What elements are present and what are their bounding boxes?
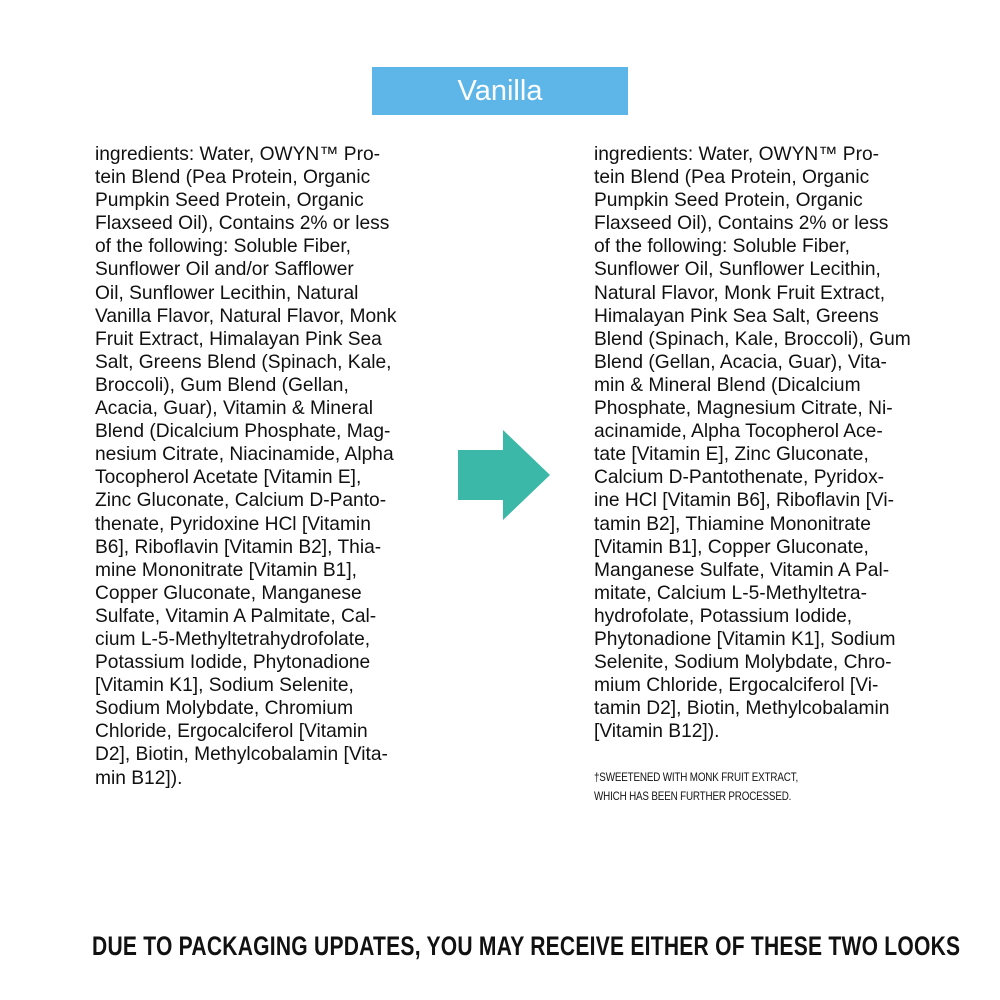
packaging-update-notice: DUE TO PACKAGING UPDATES, YOU MAY RECEIVE EITHER OF THESE TWO LOOKS xyxy=(92,931,961,961)
sweetener-footnote: †SWEETENED WITH MONK FRUIT EXTRACT, WHICH HAS BEEN FURTHER PROCESSED. xyxy=(594,770,799,803)
new-ingredients-list: ingredients: Water, OWYN™ Pro- tein Blend (Pea Protein, Organic Pumpkin Seed Protein, Organic Flaxseed Oil), Contains 2% or less of the following: Soluble Fiber, Sunflower Oil, Sunflower Lecithin, Natural Flavor, Monk Fruit Extract, Himalayan Pink Sea Salt, Greens Blend (Spinach, Kale, Broccoli), Gum Blend (Gellan, Acacia, Guar), Vita- min & Mineral Blend (Dicalcium Phosphate, Magnesium Citrate, Ni- acinamide, Alpha Tocopherol Ace- tate [Vitamin E], Zinc Gluconate, Calcium D-Pantothenate, Pyridox- ine HCl [Vitamin B6], Riboflavin [Vi- tamin B2], Thiamine Mononitrate [Vitamin B1], Copper Gluconate, Manganese Sulfate, Vitamin A Pal- mitate, Calcium L-5-Methyltetra- hydrofolate, Potassium Iodide, Phytonadione [Vitamin K1], Sodium Selenite, Sodium Molybdate, Chro- mium Chloride, Ergocalciferol [Vi- tamin D2], Biotin, Methylcobalamin [Vitamin B12]). xyxy=(594,144,911,743)
flavor-badge: Vanilla xyxy=(372,67,628,115)
old-ingredients-list: ingredients: Water, OWYN™ Pro- tein Blend (Pea Protein, Organic Pumpkin Seed Protein, Organic Flaxseed Oil), Contains 2% or less of the following: Soluble Fiber, Sunflower Oil and/or Safflower Oil, Sunflower Lecithin, Natural Vanilla Flavor, Natural Flavor, Monk Fruit Extract, Himalayan Pink Sea Salt, Greens Blend (Spinach, Kale, Broccoli), Gum Blend (Gellan, Acacia, Guar), Vitamin & Mineral Blend (Dicalcium Phosphate, Mag- nesium Citrate, Niacinamide, Alpha Tocopherol Acetate [Vitamin E], Zinc Gluconate, Calcium D-Panto- thenate, Pyridoxine HCl [Vitamin B6], Riboflavin [Vitamin B2], Thia- mine Mononitrate [Vitamin B1], Copper Gluconate, Manganese Sulfate, Vitamin A Palmitate, Cal- cium L-5-Methyltetrahydrofolate, Potassium Iodide, Phytonadione [Vitamin K1], Sodium Selenite, Sodium Molybdate, Chromium Chloride, Ergocalciferol [Vitamin D2], Biotin, Methylcobalamin [Vita- min B12]). xyxy=(95,144,397,789)
arrow-right-icon xyxy=(458,430,550,520)
